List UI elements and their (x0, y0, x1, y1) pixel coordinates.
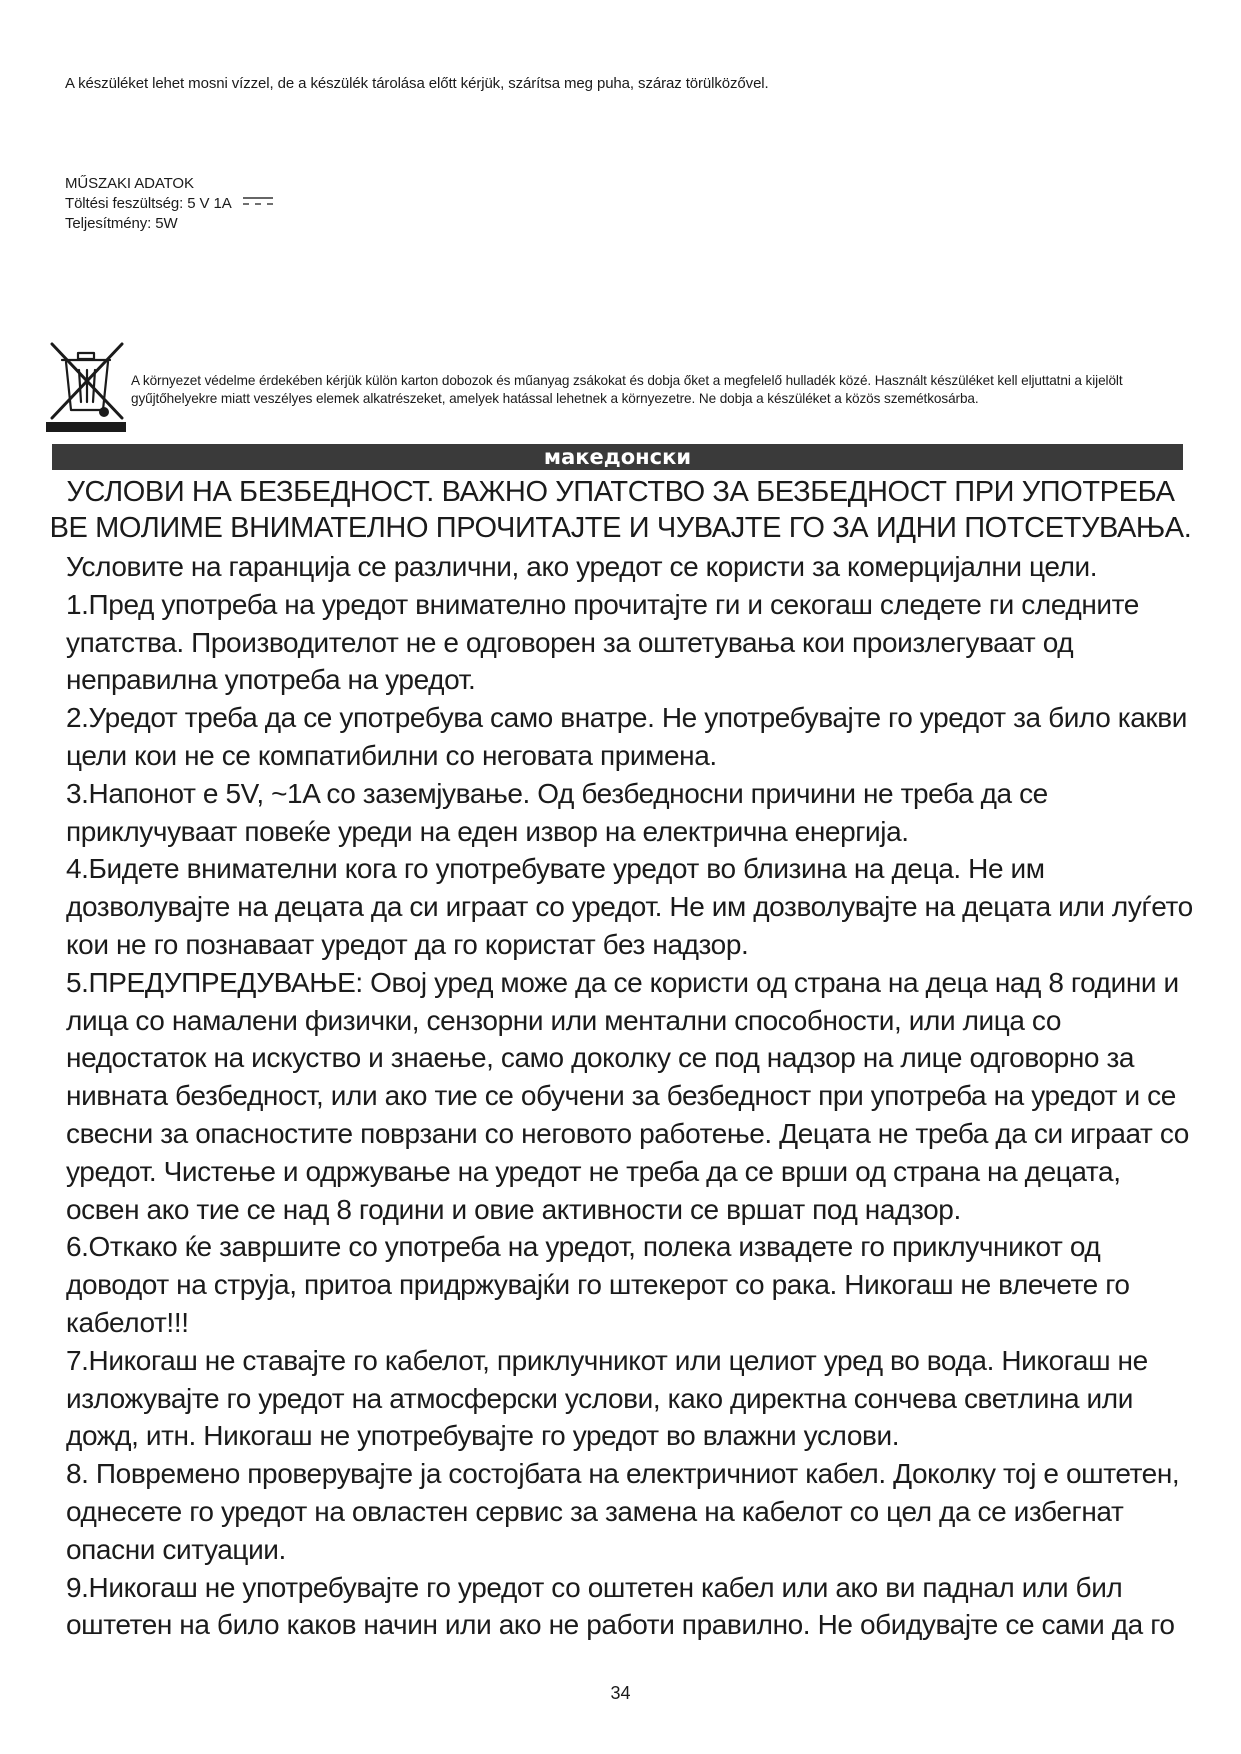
instruction-1: 1.Пред употреба на уредот внимателно прочитајте ги и секогаш следете ги следните упатства. Производителот не е одговорен за оштетувања кои произлегуваат од неправилна употреба на уредот. (66, 588, 1139, 696)
crossed-out-wheelie-bin-icon (46, 340, 126, 432)
instruction-5: 5.ПРЕДУПРЕДУВАЊЕ: Овој уред може да се користи од страна на деца над 8 години и лица со намалени физички, сензорни или ментални способности, или лица со недостаток на искуство и знаење, само доколку се под надзор на лице одговорно за нивната безбедност, или ако тие се обучени за безбедност при употреба на уредот и се свесни за опасностите поврзани со неговото работење. Децата не треба да си играат со уредот. Чистење и одржување на уредот не треба да се врши од страна на децата, освен ако тие се над 8 години и овие активности се вршат под надзор. (66, 966, 1189, 1225)
instruction-9: 9.Никогаш не употребувајте го уредот со оштетен кабел или ако ви паднал или бил оштетен на било каков начин или ако не работи правилно. Не обидувајте се сами да го (66, 1571, 1175, 1641)
cleaning-note: A készüléket lehet mosni vízzel, de a készülék tárolása előtt kérjük, szárítsa meg puha, száraz törülközővel. (65, 75, 769, 92)
instruction-6: 6.Откако ќе завршите со употреба на уредот, полека извадете го приклучникот од доводот на струја, притоа придржувајќи го штекерот со рака. Никогаш не влечете го кабелот!!! (66, 1231, 1130, 1338)
instruction-3: 3.Напонот е 5V, ~1A со заземјување. Од безбедносни причини не треба да се приклучуваат повеќе уреди на еден извор на електрична енергија. (66, 777, 1048, 847)
heading-line: УСЛОВИ НА БЕЗБЕДНОСТ. ВАЖНО УПАТСТВО ЗА БЕЗБЕДНОСТ ПРИ УПОТРЕБА (66, 476, 1175, 508)
specs-title: MŰSZAKI ADATOK (65, 175, 194, 192)
technical-data (65, 174, 465, 234)
instruction-4: 4.Бидете внимателни кога го употребувате уредот во близина на деца. Не им дозволувајте на децата да си играат со уредот. Не им дозволувајте на децата или луѓето кои не го познаваат уредот да го користат без надзор. (66, 853, 1193, 960)
warranty-paragraph: Условите на гаранција се различни, ако уредот се користи за комерцијални цели. (66, 551, 1098, 582)
safety-heading (40, 474, 1201, 546)
instruction-7: 7.Никогаш не ставајте го кабелот, приклучникот или целиот уред во вода. Никогаш не изложувајте го уредот на атмосферски услови, како директна сончева светлина или дожд, итн. Никогаш не употребувајте го уредот во влажни услови. (66, 1344, 1148, 1452)
weee-disposal-note: A környezet védelme érdekében kérjük külön karton dobozok és műanyag zsákokat és dobja őket a megfelelő hulladék közé. Használt készüléket kell eljuttatni a kijelölt gyűjtőhelyekre miatt veszélyes elemek alkatrészeket, amelyek hatással lehetnek a környezetre. Ne dobja a készüléket a közös szemétkosárba. (131, 373, 1123, 406)
instruction-8: 8. Повремено проверувајте ја состојбата на електричниот кабел. Доколку тој е оштетен, однесете го уредот на овластен сервис за замена на кабелот со цел да се избегнат опасни ситуации. (66, 1458, 1180, 1565)
language-header-bar: македонски (52, 444, 1183, 470)
specs-voltage-line (65, 194, 465, 214)
page-number: 34 (610, 1683, 631, 1703)
safety-instructions (66, 548, 1196, 1644)
specs-power: Teljesítmény: 5W (65, 215, 178, 232)
specs-voltage: Töltési feszültség: 5 V 1A (65, 195, 231, 212)
instruction-2: 2.Уредот треба да се употребува само внатре. Не употребувајте го уредот за било какви цели кои не се компатибилни со неговата примена. (66, 702, 1187, 771)
dc-current-icon (243, 196, 273, 206)
heading-line: ВЕ МОЛИМЕ ВНИМАТЕЛНО ПРОЧИТАЈТЕ И ЧУВАЈТЕ ГО ЗА ИДНИ ПОТСЕТУВАЊА. (49, 512, 1192, 544)
